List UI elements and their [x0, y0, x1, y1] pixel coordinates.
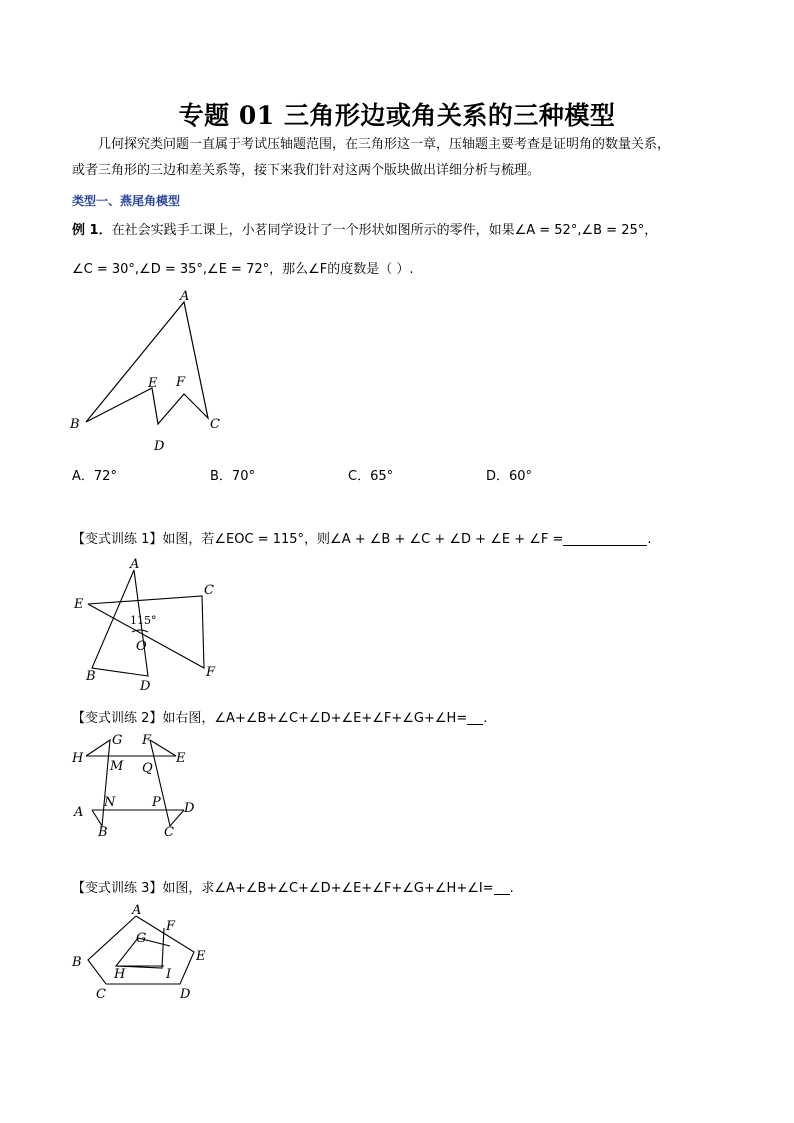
example1-text1: 在社会实践手工课上，小茗同学设计了一个形状如图所示的零件，如果∠A = 52°,∠B = 25°，: [111, 223, 658, 238]
label-C: C: [164, 825, 174, 840]
label-O: O: [136, 639, 147, 654]
option-d[interactable]: D．60°: [486, 469, 533, 484]
intro-line-1: 几何探究类问题一直属于考试压轴题范围，在三角形这一章，压轴题主要考查是证明角的数量关系，: [98, 137, 671, 152]
label-D: D: [180, 987, 191, 1002]
label-P: P: [152, 795, 161, 810]
label-A: A: [180, 289, 190, 304]
label-H: H: [72, 751, 84, 766]
example1-line1: [72, 219, 657, 238]
angle-label: 115°: [130, 614, 157, 627]
section-heading: 类型一、燕尾角模型: [72, 194, 181, 208]
label-N: N: [104, 795, 116, 810]
label-A: A: [132, 903, 142, 918]
exercise1-line: 【变式训练 1】如图，若∠EOC = 115°，则∠A + ∠B + ∠C + ∠D + ∠E + ∠F = .: [72, 532, 652, 547]
label-M: M: [110, 759, 124, 774]
label-D: D: [140, 679, 151, 694]
option-a[interactable]: A．72°: [72, 469, 117, 484]
intro-line-2: 或者三角形的三边和差关系等，接下来我们针对这两个版块做出详细分析与梳理。: [72, 163, 541, 178]
label-C: C: [204, 583, 214, 598]
exercise3-figure: [66, 900, 216, 1006]
pentagon: [88, 916, 194, 984]
exercise2-answer-blank[interactable]: [467, 712, 483, 725]
label-C: C: [210, 417, 220, 432]
example1-figure: [62, 284, 242, 454]
exercise2-text: 如右图，∠A+∠B+∠C+∠D+∠E+∠F+∠G+∠H=: [162, 711, 468, 726]
label-G: G: [112, 733, 123, 748]
exercise2-line: 【变式训练 2】如右图，∠A+∠B+∠C+∠D+∠E+∠F+∠G+∠H= .: [72, 711, 488, 726]
label-E: E: [176, 751, 186, 766]
label-A: A: [74, 805, 84, 820]
exercise3-line: 【变式训练 3】如图，求∠A+∠B+∠C+∠D+∠E+∠F+∠G+∠H+∠I= .: [72, 881, 514, 896]
label-B: B: [86, 669, 96, 684]
label-H: H: [114, 967, 126, 982]
exercise3-text: 如图，求∠A+∠B+∠C+∠D+∠E+∠F+∠G+∠H+∠I=: [162, 881, 494, 896]
label-E: E: [148, 376, 158, 391]
label-B: B: [98, 825, 108, 840]
label-B: B: [72, 955, 82, 970]
label-E: E: [196, 949, 206, 964]
angle-arc: [132, 630, 148, 632]
label-D: D: [184, 801, 195, 816]
label-F: F: [166, 919, 176, 934]
exercise3-answer-blank[interactable]: [494, 882, 510, 895]
label-D: D: [154, 439, 165, 454]
label-F: F: [142, 733, 152, 748]
exercise1-figure: [66, 556, 236, 696]
label-F: F: [176, 375, 186, 390]
option-b[interactable]: B．70°: [210, 469, 255, 484]
label-B: B: [70, 417, 80, 432]
label-A: A: [130, 557, 140, 572]
label-F: F: [206, 665, 216, 680]
exercise3-label: 【变式训练 3】: [72, 881, 163, 896]
label-C: C: [96, 987, 106, 1002]
page-title: 专题 01 三角形边或角关系的三种模型: [178, 101, 616, 130]
exercise1-label: 【变式训练 1】: [72, 532, 163, 547]
label-E: E: [74, 597, 84, 612]
example1-shape: [86, 302, 208, 424]
exercise2-label: 【变式训练 2】: [72, 711, 163, 726]
example1-text2: ∠C = 30°,∠D = 35°,∠E = 72°，那么∠F的度数是（ ）.: [72, 262, 414, 277]
exercise2-figure: [66, 730, 216, 840]
exercise1-answer-blank[interactable]: [563, 531, 647, 546]
option-c[interactable]: C．65°: [348, 469, 394, 484]
label-G: G: [136, 931, 147, 946]
label-Q: Q: [142, 761, 153, 776]
label-I: I: [166, 967, 172, 982]
example1-label: 例 1．: [72, 223, 112, 238]
exercise1-text: 如图，若∠EOC = 115°，则∠A + ∠B + ∠C + ∠D + ∠E + ∠F =: [162, 532, 564, 547]
